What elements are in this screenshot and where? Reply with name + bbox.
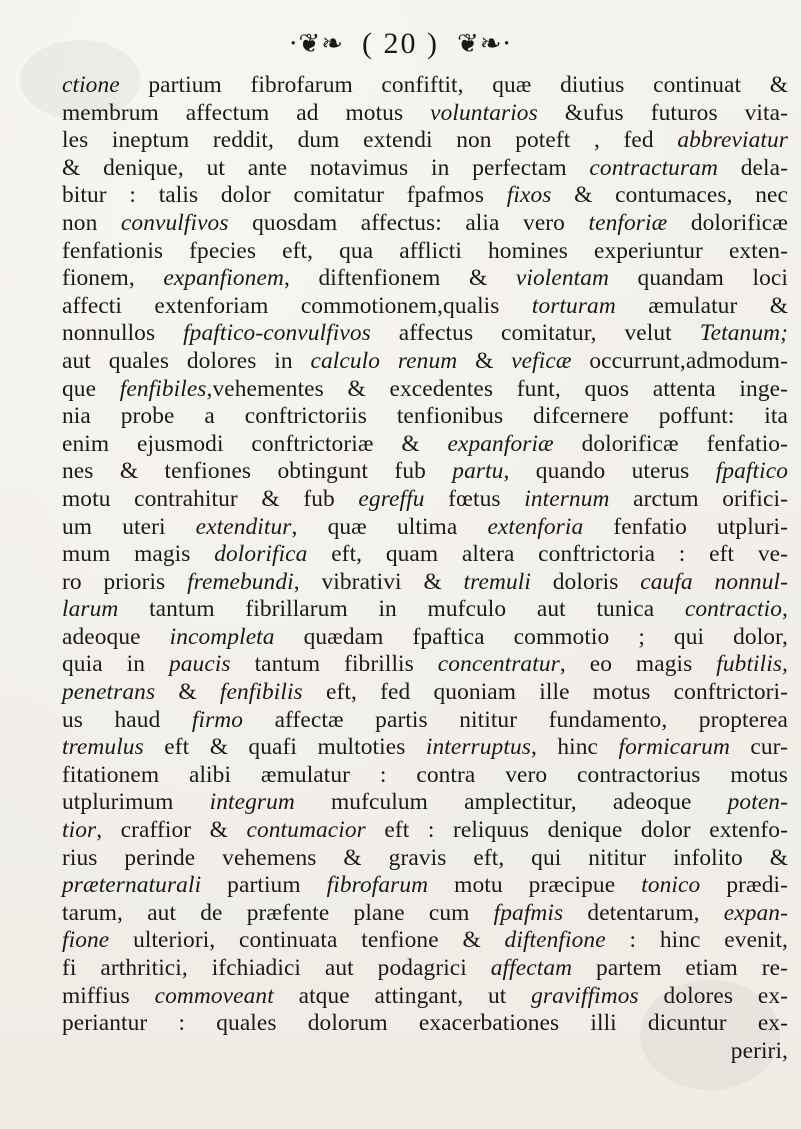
text-segment: adeoque	[62, 623, 170, 650]
text-segment: quædam fpaftica commotio ; qui dolor,	[274, 623, 789, 650]
text-segment: &	[155, 679, 220, 706]
text-line	[62, 265, 788, 293]
text-segment: & denique, ut ante notavimus in perfectam	[62, 154, 590, 181]
text-segment: tantum fibrillis	[230, 651, 438, 678]
text-segment: miffius	[62, 982, 155, 1009]
text-segment: eft, quam altera conftrictoria : eft ve-	[307, 541, 788, 568]
text-segment: dela-	[717, 154, 789, 181]
text-line	[62, 734, 788, 762]
text-segment: motu præcipue	[428, 872, 642, 899]
italic-segment: tenforiæ	[588, 209, 668, 236]
text-segment: mufculum amplectitur, adeoque	[294, 789, 728, 816]
text-line	[62, 210, 788, 238]
italic-segment: concentratur	[437, 651, 560, 678]
italic-segment: tior	[62, 817, 97, 844]
italic-segment: egreffu	[358, 485, 425, 512]
text-line	[62, 817, 788, 845]
text-segment: cur-	[729, 734, 788, 761]
text-line	[62, 127, 788, 155]
text-segment: nonnullos	[62, 320, 184, 347]
text-segment: prædi-	[700, 872, 788, 899]
italic-segment: diftenfione	[504, 927, 606, 954]
italic-segment: expanforiæ	[447, 430, 554, 457]
text-segment: non	[62, 209, 121, 236]
text-segment: membrum affectum ad motus	[62, 99, 431, 126]
text-line	[62, 541, 788, 569]
text-line	[62, 927, 788, 955]
text-segment: affectus comitatur, velut	[370, 320, 700, 347]
italic-segment: fenfibiles	[119, 375, 207, 402]
italic-segment: poten-	[727, 789, 788, 816]
text-line	[62, 596, 788, 624]
italic-segment: ctione	[62, 72, 120, 98]
italic-segment: veficæ	[511, 347, 572, 374]
italic-segment: violentam	[515, 265, 609, 292]
text-segment: motu contrahitur & fub	[62, 485, 359, 512]
text-line	[62, 900, 788, 928]
text-segment: fenfationis fpecies eft, qua afflicti homines experiuntur exten-	[62, 237, 788, 264]
italic-segment: larum	[62, 596, 119, 623]
text-segment: eft & quafi multoties	[143, 734, 426, 761]
text-line	[62, 707, 788, 735]
italic-segment: graviffimos	[531, 982, 639, 1009]
text-segment: & contumaces, nec	[551, 182, 788, 209]
text-segment: occurrunt,admodum-	[571, 347, 788, 374]
text-segment: us haud	[62, 706, 192, 733]
text-line	[62, 955, 788, 983]
text-line	[62, 1038, 788, 1066]
text-segment: , craffior &	[96, 817, 247, 844]
text-line	[62, 72, 788, 100]
italic-segment: tremulus	[62, 734, 144, 761]
text-segment: utplurimum	[62, 789, 210, 816]
text-line	[62, 320, 788, 348]
italic-segment: Tetanum;	[699, 320, 788, 347]
text-segment: arctum orifici-	[609, 485, 788, 512]
text-segment: quandam loci	[609, 265, 788, 292]
text-segment: mum magis	[62, 541, 215, 568]
italic-segment: contractio,	[684, 596, 788, 623]
italic-segment: contracturam	[589, 154, 718, 181]
text-segment: : hinc evenit,	[605, 927, 789, 954]
italic-segment: voluntarios	[430, 99, 538, 126]
text-line	[62, 486, 788, 514]
text-segment: affectæ partis nititur fundamento, propterea	[243, 706, 788, 733]
text-segment: eft : reliquus denique dolor extenfo-	[365, 817, 788, 844]
text-segment: fionem,	[62, 265, 164, 292]
text-segment: ro prioris	[62, 568, 188, 595]
page-header	[0, 14, 801, 74]
text-segment: fœtus	[424, 485, 525, 512]
italic-segment: fenfibilis	[219, 679, 303, 706]
text-segment: dolorificæ	[667, 209, 788, 236]
italic-segment: fubtilis,	[716, 651, 788, 678]
text-segment: &ufus futuros vita-	[537, 99, 788, 126]
italic-segment: affectam	[490, 955, 573, 981]
text-line	[62, 155, 788, 183]
text-segment: rius perinde vehemens & gravis eft, qui nititur infolito &	[62, 844, 788, 871]
text-line	[62, 293, 788, 321]
text-segment: que	[62, 375, 120, 402]
text-segment: quia in	[62, 651, 169, 678]
italic-segment: extenditur	[195, 513, 292, 540]
body-text	[62, 72, 788, 1065]
italic-segment: incompleta	[169, 623, 275, 650]
italic-segment: fione	[62, 927, 110, 954]
text-segment: æmulatur &	[615, 292, 789, 319]
text-line	[62, 458, 788, 486]
text-segment: partium	[201, 872, 327, 899]
text-segment: , eo magis	[559, 651, 717, 678]
italic-segment: integrum	[209, 789, 295, 816]
text-line	[62, 789, 788, 817]
italic-segment: fremebundi	[187, 568, 294, 595]
text-segment: , quæ ultima	[291, 513, 488, 540]
text-segment: , diftenfionem &	[283, 265, 516, 292]
ornament-left-icon: ·❦❧	[289, 29, 344, 59]
text-segment: partium fibrofarum confiftit, quæ diutius continuat &	[119, 72, 788, 98]
text-line	[62, 100, 788, 128]
text-segment: nia probe a conftrictoriis tenfionibus difcernere poffunt: ita	[62, 403, 788, 430]
text-segment: fenfatio utpluri-	[583, 513, 788, 540]
text-line	[62, 983, 788, 1011]
text-line	[62, 679, 788, 707]
italic-segment: internum	[524, 485, 610, 512]
italic-segment: abbreviatur	[677, 127, 788, 154]
text-segment: tarum, aut de præfente plane cum	[62, 899, 494, 926]
text-line	[62, 348, 788, 376]
italic-segment: fixos	[506, 182, 552, 209]
text-line	[62, 182, 788, 210]
italic-segment: expan-	[723, 899, 788, 926]
text-segment: eft, fed quoniam ille motus conftrictori-	[302, 679, 788, 706]
text-line	[62, 624, 788, 652]
text-segment: ,vehementes & excedentes funt, quos attenta inge-	[206, 375, 788, 402]
text-segment: &	[457, 347, 512, 374]
text-segment: partem etiam re-	[572, 955, 788, 981]
text-line	[62, 238, 788, 266]
text-segment: atque attingant, ut	[273, 982, 532, 1009]
text-line	[62, 431, 788, 459]
italic-segment: firmo	[191, 706, 244, 733]
text-segment: , hinc	[530, 734, 619, 761]
text-segment: enim ejusmodi conftrictoriæ &	[62, 430, 448, 457]
italic-segment: torturam	[531, 292, 616, 319]
italic-segment: tonico	[641, 872, 701, 899]
italic-segment: convulfivos	[120, 209, 229, 236]
text-segment: , quando uterus	[503, 458, 716, 485]
text-segment: , vibrativi &	[293, 568, 464, 595]
italic-segment: calculo renum	[310, 347, 458, 374]
text-segment: les ineptum reddit, dum extendi non poteft , fed	[62, 127, 678, 154]
text-line	[62, 1010, 788, 1038]
italic-segment: fibrofarum	[326, 872, 429, 899]
italic-segment: tremuli	[463, 568, 531, 595]
italic-segment: dolorifica	[214, 541, 308, 568]
text-line	[62, 403, 788, 431]
text-segment: fi arthritici, ifchiadici aut podagrici	[62, 955, 491, 981]
ornament-right-icon: ❦❧·	[456, 29, 512, 59]
italic-segment: paucis	[168, 651, 231, 678]
italic-segment: fpaftico-convulfivos	[183, 320, 371, 347]
text-segment: doloris	[530, 568, 641, 595]
italic-segment: fpafmis	[493, 899, 564, 926]
italic-segment: fpaftico	[715, 458, 788, 485]
text-segment: tantum fibrillarum in mufculo aut tunica	[118, 596, 685, 623]
italic-segment: formicarum	[618, 734, 730, 761]
italic-segment: caufa nonnul-	[640, 568, 788, 595]
text-line	[62, 376, 788, 404]
text-line	[62, 845, 788, 873]
text-segment: periantur : quales dolorum exacerbationes illi dicuntur ex-	[62, 1010, 788, 1037]
text-segment: fitationem alibi æmulatur : contra vero contractorius motus	[62, 761, 788, 788]
text-segment: quosdam affectus: alia vero	[228, 209, 589, 236]
text-line	[62, 762, 788, 790]
italic-segment: interruptus	[425, 734, 531, 761]
text-segment: affecti extenforiam commotionem,qualis	[62, 292, 532, 319]
text-segment: aut quales dolores in	[62, 347, 311, 374]
italic-segment: partu	[452, 458, 504, 485]
italic-segment: penetrans	[62, 679, 156, 706]
text-line	[62, 872, 788, 900]
italic-segment: præternaturali	[62, 872, 202, 899]
text-line	[62, 569, 788, 597]
text-segment: dolorificæ fenfatio-	[553, 430, 788, 457]
text-segment: periri,	[730, 1037, 788, 1064]
text-line	[62, 514, 788, 542]
text-segment: dolores ex-	[638, 982, 789, 1009]
text-segment: detentarum,	[563, 899, 724, 926]
italic-segment: expanfionem	[163, 265, 284, 292]
italic-segment: contumacior	[246, 817, 366, 844]
text-segment: ulteriori, continuata tenfione &	[109, 927, 505, 954]
text-segment: um uteri	[62, 513, 196, 540]
italic-segment: commoveant	[154, 982, 274, 1009]
page-number: ( 20 )	[362, 27, 439, 60]
text-segment: nes & tenfiones obtingunt fub	[62, 458, 453, 485]
text-line	[62, 651, 788, 679]
text-segment: bitur : talis dolor comitatur fpafmos	[62, 182, 507, 209]
italic-segment: extenforia	[487, 513, 584, 540]
